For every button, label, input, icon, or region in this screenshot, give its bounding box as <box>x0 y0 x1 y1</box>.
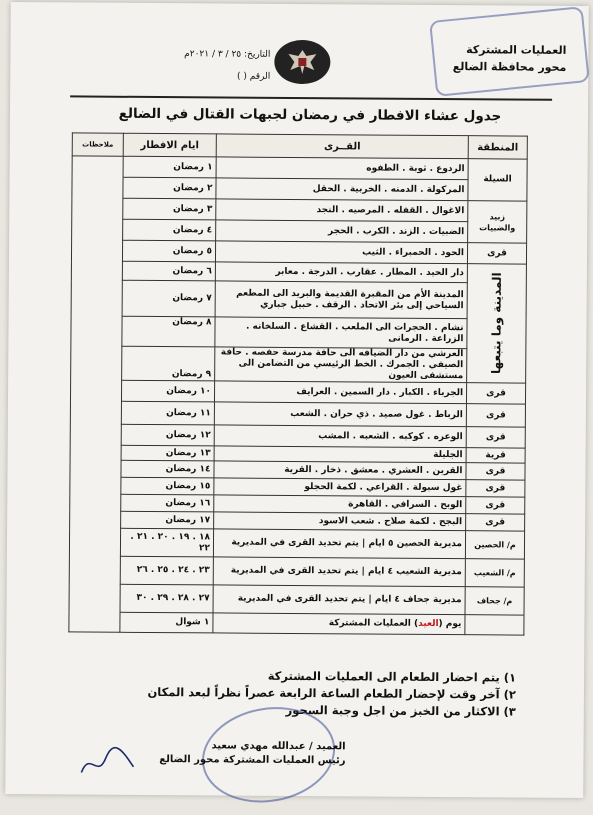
villages-cell: القرين . العشري . معشق . ذخار . القرية <box>214 461 466 480</box>
region-cell: م/ جحاف <box>465 587 524 615</box>
letterhead-org <box>416 41 566 76</box>
villages-cell: الحود . الحمبراء . الثيب <box>215 241 467 264</box>
villages-cell: الوعره . كوكبه . الشعبه . المشب <box>214 425 466 448</box>
header-region: المنطقة <box>468 136 527 159</box>
table-row <box>71 346 526 383</box>
header-days: ايام الافطار <box>123 133 216 157</box>
region-cell: قرى <box>466 497 525 514</box>
notes-cell <box>69 156 123 632</box>
villages-cell: البجح . لكمة صلاح . شعب الاسود <box>214 512 466 531</box>
header-notes: ملاحظات <box>72 133 123 156</box>
villages-cell: الردوع . ثوبة . الطفوه <box>216 157 468 180</box>
villages-cell: الرباط . غول صميد . ذي حران . الشعب <box>214 402 466 427</box>
table-row <box>69 612 524 635</box>
day-cell: ١ رمضان <box>123 156 216 178</box>
villages-cell: الضبيات . الزند . الكرب . الحجر <box>216 220 468 243</box>
day-cell: ٢٣ . ٢٤ . ٢٥ . ٢٦ <box>120 556 213 585</box>
date-line: التاريخ: ٢٥ / ٣ / ٢٠٢١م <box>184 49 271 60</box>
footnote-1: ١) يتم احضار الطعام الى العمليات المشتركة <box>267 668 517 685</box>
day-cell: ٢٧ . ٢٨ . ٢٩ . ٣٠ <box>120 584 213 613</box>
signatory-title: رئيس العمليات المشتركة محور الضالع <box>159 754 346 767</box>
day-cell: ١٣ رمضان <box>121 445 214 461</box>
region-cell: السيلة <box>468 159 527 201</box>
day-cell: ٧ رمضان <box>122 280 215 317</box>
org-line-2: محور محافظة الضالع <box>452 60 567 74</box>
iftar-schedule-table <box>68 132 527 635</box>
day-cell: ١٧ رمضان <box>121 511 214 529</box>
day-cell: ٥ رمضان <box>122 240 215 262</box>
org-line-1: العمليات المشتركة <box>466 43 567 57</box>
villages-cell: نشام . الحجرات الى الملعب . القشاع . السلخانه . الزراعة . الرمانى <box>215 317 467 349</box>
eagle-emblem-icon <box>274 40 330 84</box>
region-vertical-label: المدينة وما يتبعها <box>488 272 504 375</box>
table-row <box>71 280 526 319</box>
day-cell: ١٠ رمضان <box>121 380 214 402</box>
day-cell: ١٦ رمضان <box>121 494 214 512</box>
region-cell: زبيد والضبيات <box>468 201 527 243</box>
villages-cell: دار الحيد . المطار . عقارب . الدرجة . معابر <box>215 262 467 283</box>
table-row <box>70 401 525 427</box>
villages-cell: الجرباء . الكبار . دار السمين . العرايف <box>214 381 466 404</box>
villages-cell: الاغوال . القفله . المرصيه . النجد <box>216 199 468 222</box>
day-cell: ١٨ . ١٩ . ٢٠ . ٢١ . ٢٢ <box>120 528 213 557</box>
eid-label: العيد <box>418 618 439 629</box>
region-cell: م/ الشعيب <box>465 559 524 587</box>
villages-cell: الوبح . السرافي . القاهرة <box>214 495 466 514</box>
day-cell: ٦ رمضان <box>122 261 215 281</box>
table-row <box>69 556 524 587</box>
villages-cell: المدينة الأم من المقبرة القديمة والبريد الى المطعم السياحي إلى بئر الاتحاد . الرقف . حبيل جباري <box>215 281 467 319</box>
eid-suffix: ) العمليات المشتركة <box>328 618 419 629</box>
region-cell <box>465 615 524 635</box>
region-cell: قرى <box>466 427 525 448</box>
day-cell: ٣ رمضان <box>123 198 216 220</box>
villages-cell: مديرية جحاف ٤ ايام | يتم تحديد القرى في المديرية <box>213 585 465 615</box>
document-title: جدول عشاء الافطار في رمضان لجبهات القتال في الضالع <box>118 105 502 125</box>
day-cell: ١١ رمضان <box>121 401 214 425</box>
document-page <box>5 2 589 798</box>
region-cell: قرى <box>466 514 525 531</box>
header-divider <box>70 95 552 100</box>
region-cell: قرى <box>467 243 526 264</box>
day-cell: ٨ رمضان <box>122 316 215 347</box>
region-cell: قرى <box>466 383 525 404</box>
table-row <box>69 584 524 615</box>
region-cell <box>467 264 527 383</box>
villages-cell <box>213 613 465 635</box>
day-cell: ٤ رمضان <box>123 219 216 241</box>
day-cell: ١٤ رمضان <box>121 460 214 478</box>
region-cell: قرى <box>466 463 525 480</box>
villages-cell: المركولة . الدمنه . الخربية . الحقل <box>216 178 468 201</box>
header-villages: القــرى <box>216 134 468 159</box>
day-cell: ٢ رمضان <box>123 177 216 199</box>
signature-block <box>115 739 345 769</box>
region-cell: قرى <box>466 404 525 427</box>
region-cell: قرى <box>466 480 525 497</box>
region-cell: قرية <box>466 448 525 463</box>
day-cell: ١ شوال <box>120 612 213 633</box>
villages-cell: الجليلة <box>214 446 466 463</box>
region-cell: م/ الحصين <box>465 531 524 559</box>
footnote-2: ٢) آخر وقت لإحضار الطعام الساعة الرابعة عصراً نظراً لبعد المكان <box>147 684 516 702</box>
day-cell: ٩ رمضان <box>122 346 215 381</box>
table-row <box>71 316 526 349</box>
villages-cell: مديرية الحصين ٥ ايام | يتم تحديد القرى في المديرية <box>213 529 465 559</box>
table-row <box>69 528 524 559</box>
day-cell: ١٢ رمضان <box>121 424 214 446</box>
villages-cell: العرشي من دار الضيافه الى حافة مدرسة حفصه . حافة الصيفي . الجمرك . الخط الرئيسي من التضامن الى مستشفى العيون <box>215 347 467 383</box>
eid-prefix: يوم ( <box>438 618 462 630</box>
signatory-name: العميد / عبدالله مهدي سعيد <box>211 740 346 753</box>
footnote-3: ٣) الاكثار من الخبز من اجل وجبة السحور <box>285 702 516 719</box>
table-header-row <box>72 133 527 159</box>
day-cell: ١٥ رمضان <box>121 477 214 495</box>
villages-cell: غول سبولة . القراعي . لكمة الحجلو <box>214 478 466 497</box>
villages-cell: مديرية الشعيب ٤ ايام | يتم تحديد القرى في المديرية <box>213 557 465 587</box>
letterhead-meta <box>150 43 270 88</box>
ref-number-line: الرقم ( ) <box>236 71 271 82</box>
